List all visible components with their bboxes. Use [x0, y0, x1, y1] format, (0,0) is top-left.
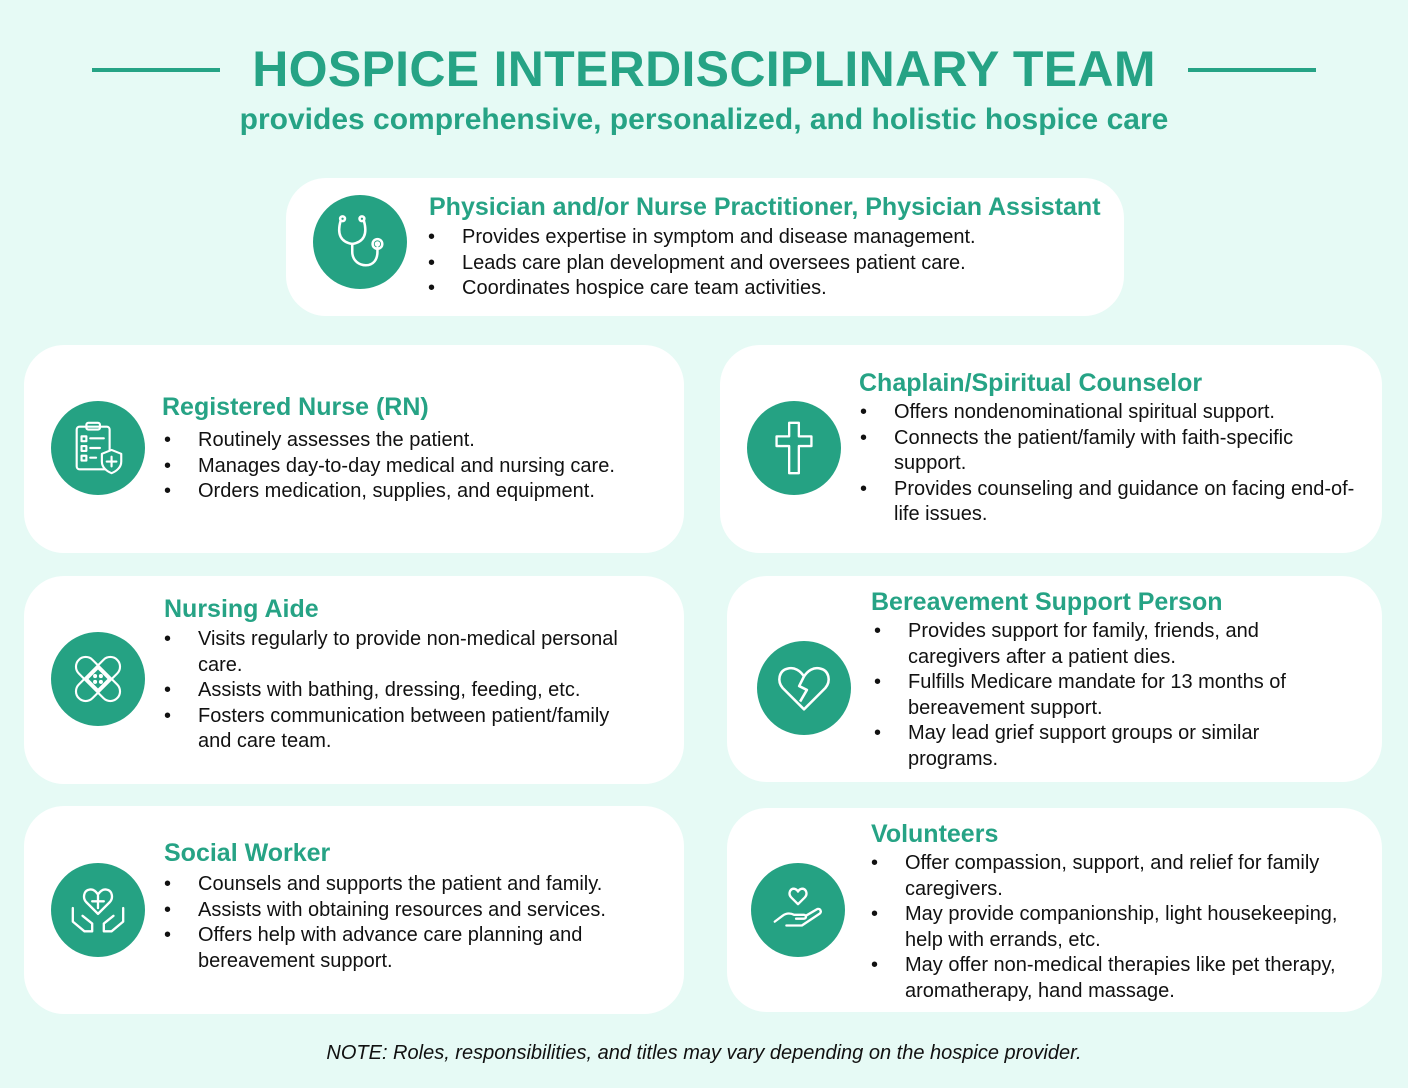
- role-title: Chaplain/Spiritual Counselor: [859, 369, 1203, 397]
- hands-heart-icon: [51, 863, 145, 957]
- list-item: • Offers help with advance care planning and bereavement support.: [164, 923, 644, 974]
- list-item: • Provides expertise in symptom and disease management.: [428, 225, 1088, 251]
- list-item: • Offer compassion, support, and relief for family caregivers.: [871, 851, 1361, 902]
- role-duties: [874, 619, 1344, 772]
- role-title: Bereavement Support Person: [871, 588, 1223, 616]
- list-item: • May offer non-medical therapies like pet therapy, aromatherapy, hand massage.: [871, 953, 1361, 1004]
- list-item: • Assists with bathing, dressing, feeding, etc.: [164, 678, 644, 704]
- role-title: Registered Nurse (RN): [162, 393, 429, 421]
- hand-heart-icon: [751, 863, 845, 957]
- role-title: Social Worker: [164, 839, 331, 867]
- role-duties: [164, 872, 644, 974]
- list-item: • Connects the patient/family with faith-specific support.: [860, 426, 1360, 477]
- list-item: • Manages day-to-day medical and nursing care.: [164, 454, 664, 480]
- cross-icon: [747, 401, 841, 495]
- role-card-physician: [286, 178, 1124, 316]
- role-card-bereavement: [727, 576, 1382, 782]
- list-item: • May lead grief support groups or similar programs.: [874, 721, 1344, 772]
- role-duties: [164, 428, 664, 505]
- role-card-registered-nurse: [24, 345, 684, 553]
- stethoscope-icon: [313, 195, 407, 289]
- broken-heart-icon: [757, 641, 851, 735]
- role-duties: [871, 851, 1361, 1004]
- list-item: • Visits regularly to provide non-medical personal care.: [164, 627, 644, 678]
- list-item: • Coordinates hospice care team activities.: [428, 276, 1088, 302]
- role-title: Physician and/or Nurse Practitioner, Physician Assistant: [429, 193, 1101, 221]
- role-title: Volunteers: [871, 820, 999, 848]
- list-item: • Orders medication, supplies, and equipment.: [164, 479, 664, 505]
- role-card-social-worker: [24, 806, 684, 1014]
- bandage-icon: [51, 632, 145, 726]
- list-item: • Fosters communication between patient/family and care team.: [164, 704, 644, 755]
- list-item: • Offers nondenominational spiritual support.: [860, 400, 1360, 426]
- role-duties: [860, 400, 1360, 528]
- list-item: • Routinely assesses the patient.: [164, 428, 664, 454]
- role-card-nursing-aide: [24, 576, 684, 784]
- role-title: Nursing Aide: [164, 595, 319, 623]
- list-item: • Leads care plan development and oversees patient care.: [428, 251, 1088, 277]
- list-item: • Assists with obtaining resources and services.: [164, 898, 644, 924]
- role-duties: [164, 627, 644, 755]
- list-item: • Fulfills Medicare mandate for 13 months of bereavement support.: [874, 670, 1344, 721]
- list-item: • Counsels and supports the patient and family.: [164, 872, 644, 898]
- page-title: HOSPICE INTERDISCIPLINARY TEAM: [252, 41, 1156, 97]
- list-item: • Provides support for family, friends, and caregivers after a patient dies.: [874, 619, 1344, 670]
- role-card-chaplain: [720, 345, 1382, 553]
- role-duties: [428, 225, 1088, 302]
- footer-note: NOTE: Roles, responsibilities, and titles may vary depending on the hospice provider.: [326, 1042, 1082, 1064]
- list-item: • Provides counseling and guidance on facing end-of-life issues.: [860, 477, 1360, 528]
- medical-clipboard-icon: [51, 401, 145, 495]
- list-item: • May provide companionship, light housekeeping, help with errands, etc.: [871, 902, 1361, 953]
- role-card-volunteers: [727, 808, 1382, 1012]
- page-subtitle: provides comprehensive, personalized, and holistic hospice care: [239, 103, 1169, 136]
